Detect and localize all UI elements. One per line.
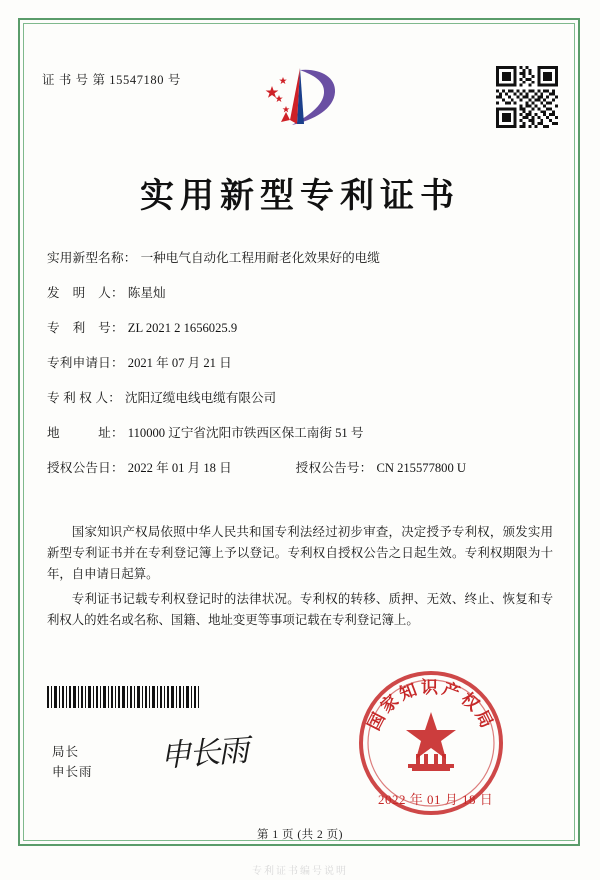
field-row-announcement	[47, 460, 553, 476]
director-role-label: 局长	[52, 745, 80, 759]
field-row	[47, 320, 553, 336]
field-row	[47, 425, 553, 441]
seal-date: 2022 年 01 月 18 日	[378, 792, 494, 807]
field-row	[47, 390, 553, 406]
field-value: 2022 年 01 月 18 日	[127, 461, 232, 475]
field-label: 专利申请日：	[47, 356, 124, 370]
field-row	[47, 250, 553, 266]
field-label: 专 利 权 人：	[47, 391, 122, 405]
field-value: 一种电气自动化工程用耐老化效果好的电缆	[140, 251, 380, 265]
field-label: 发 明 人：	[47, 286, 124, 300]
barcode-icon	[47, 686, 199, 708]
field-label: 实用新型名称：	[47, 251, 137, 265]
field-list	[47, 250, 553, 495]
field-label: 专 利 号：	[47, 321, 124, 335]
field-value: 110000 辽宁省沈阳市铁西区保工南街 51 号	[127, 426, 364, 440]
certificate-number: 证 书 号 第 15547180 号	[42, 73, 181, 87]
signature-block	[52, 742, 93, 782]
legal-paragraph-1: 国家知识产权局依照中华人民共和国专利法经过初步审查，决定授予专利权，颁发实用新型专利证书并在专利登记簿上予以登记。专利权自授权公告之日起生效。专利权期限为十年，自申请日起算。	[47, 525, 553, 581]
announcement-number-group	[296, 460, 466, 476]
legal-paragraph-2: 专利证书记载专利权登记时的法律状况。专利权的转移、质押、无效、终止、恢复和专利权人的姓名或名称、国籍、地址变更等事项记载在专利登记簿上。	[47, 592, 553, 627]
page-number: 第 1 页 (共 2 页)	[256, 829, 344, 841]
field-value: 2021 年 07 月 21 日	[127, 356, 232, 370]
field-label: 授权公告号：	[295, 461, 373, 475]
page-title: 实用新型专利证书	[140, 178, 460, 215]
qr-code-icon	[496, 66, 558, 128]
field-value: 陈星灿	[127, 286, 166, 300]
field-value: ZL 2021 2 1656025.9	[127, 321, 238, 335]
field-value: 沈阳辽缆电线电缆有限公司	[125, 391, 277, 405]
field-row	[47, 285, 553, 301]
footer-note: 专利证书编号说明	[252, 866, 348, 877]
field-row	[47, 355, 553, 371]
legal-text	[47, 522, 553, 635]
field-label: 地 址：	[47, 426, 124, 440]
field-label: 授权公告日：	[47, 461, 124, 475]
svg-text:国家知识产权局: 国家知识产权局	[364, 678, 498, 734]
director-name-label: 申长雨	[52, 765, 93, 779]
field-value: CN 215577800 U	[376, 461, 466, 475]
handwritten-signature: 申长雨	[158, 732, 249, 775]
cnipa-logo-icon	[256, 62, 348, 134]
